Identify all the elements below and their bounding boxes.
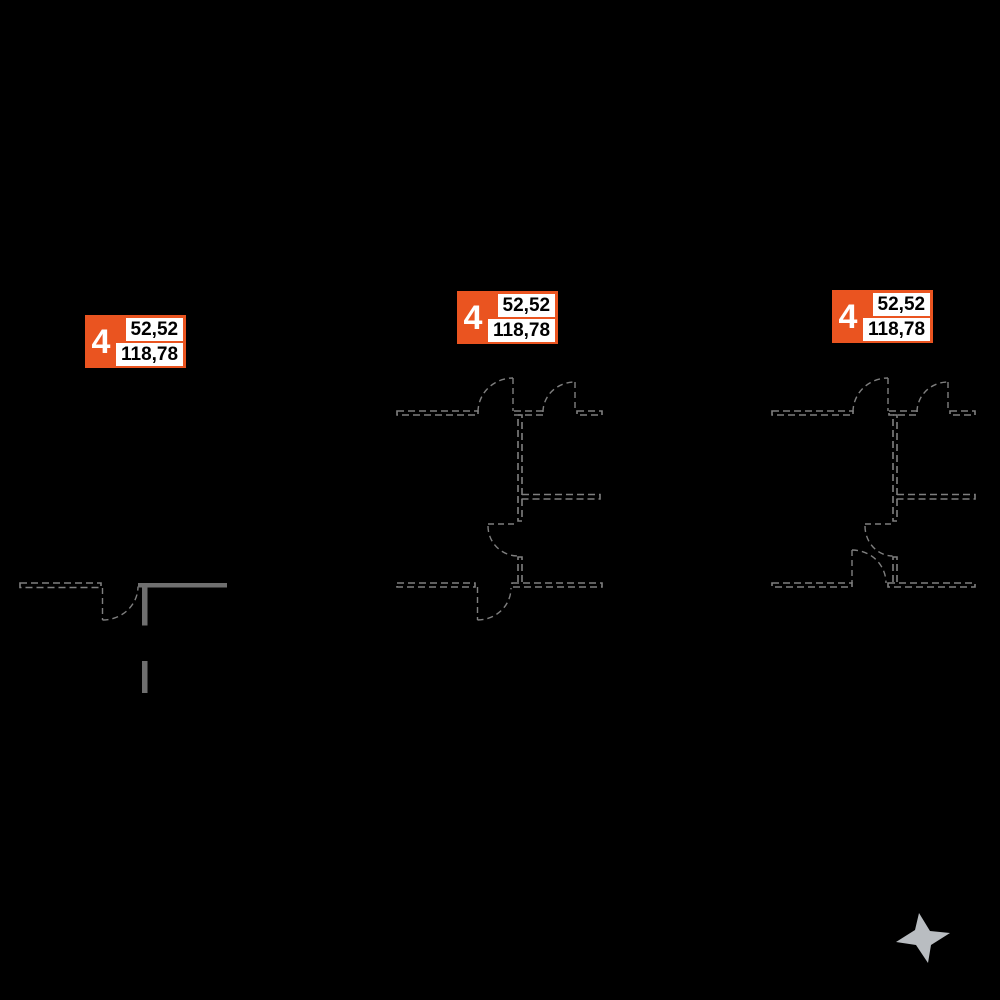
door-swing-arc xyxy=(478,588,512,620)
dashed-wall xyxy=(512,583,602,587)
apartment-number: 4 xyxy=(463,298,483,337)
door-swing-arc xyxy=(865,526,893,556)
compass-north-icon xyxy=(896,913,950,963)
dashed-wall xyxy=(397,411,478,415)
solid-wall xyxy=(142,661,148,693)
living-area-value: 52,52 xyxy=(498,294,556,317)
dashed-wall xyxy=(20,583,101,588)
dashed-wall xyxy=(518,415,522,521)
dashed-wall xyxy=(893,415,897,521)
floor-plan-middle xyxy=(397,378,602,620)
solid-wall xyxy=(138,583,227,588)
apartment-badge-left[interactable] xyxy=(85,315,186,368)
door-swing-arc xyxy=(478,378,513,412)
total-area-value: 118,78 xyxy=(863,318,930,341)
dashed-wall xyxy=(893,557,897,582)
apartment-number: 4 xyxy=(91,322,111,361)
total-area-value: 118,78 xyxy=(488,319,555,342)
door-swing-arc xyxy=(853,378,888,412)
living-area-value: 52,52 xyxy=(873,293,931,316)
apartment-areas xyxy=(863,293,930,340)
door-swing-arc xyxy=(852,550,886,583)
apartment-badge-right[interactable] xyxy=(832,290,933,343)
door-swing-arc xyxy=(103,587,139,621)
door-swing-arc xyxy=(543,382,575,412)
floor-plan-right xyxy=(772,378,975,587)
apartment-number: 4 xyxy=(838,297,858,336)
living-area-value: 52,52 xyxy=(126,318,184,341)
solid-wall xyxy=(142,583,148,626)
dashed-wall xyxy=(518,557,522,582)
floor-plan-left xyxy=(20,583,227,693)
dashed-wall xyxy=(772,411,853,415)
dashed-wall xyxy=(772,583,852,587)
dashed-wall xyxy=(888,583,975,587)
dashed-wall xyxy=(950,411,975,415)
dashed-wall xyxy=(522,495,600,500)
dashed-wall xyxy=(897,495,975,500)
four-point-star-icon xyxy=(896,913,950,963)
apartment-areas xyxy=(488,294,555,341)
door-swing-arc xyxy=(917,382,948,412)
apartment-badge-middle[interactable] xyxy=(457,291,558,344)
door-swing-arc xyxy=(488,526,518,556)
total-area-value: 118,78 xyxy=(116,343,183,366)
dashed-wall xyxy=(577,411,602,415)
apartment-areas xyxy=(116,318,183,365)
dashed-wall xyxy=(397,583,475,587)
